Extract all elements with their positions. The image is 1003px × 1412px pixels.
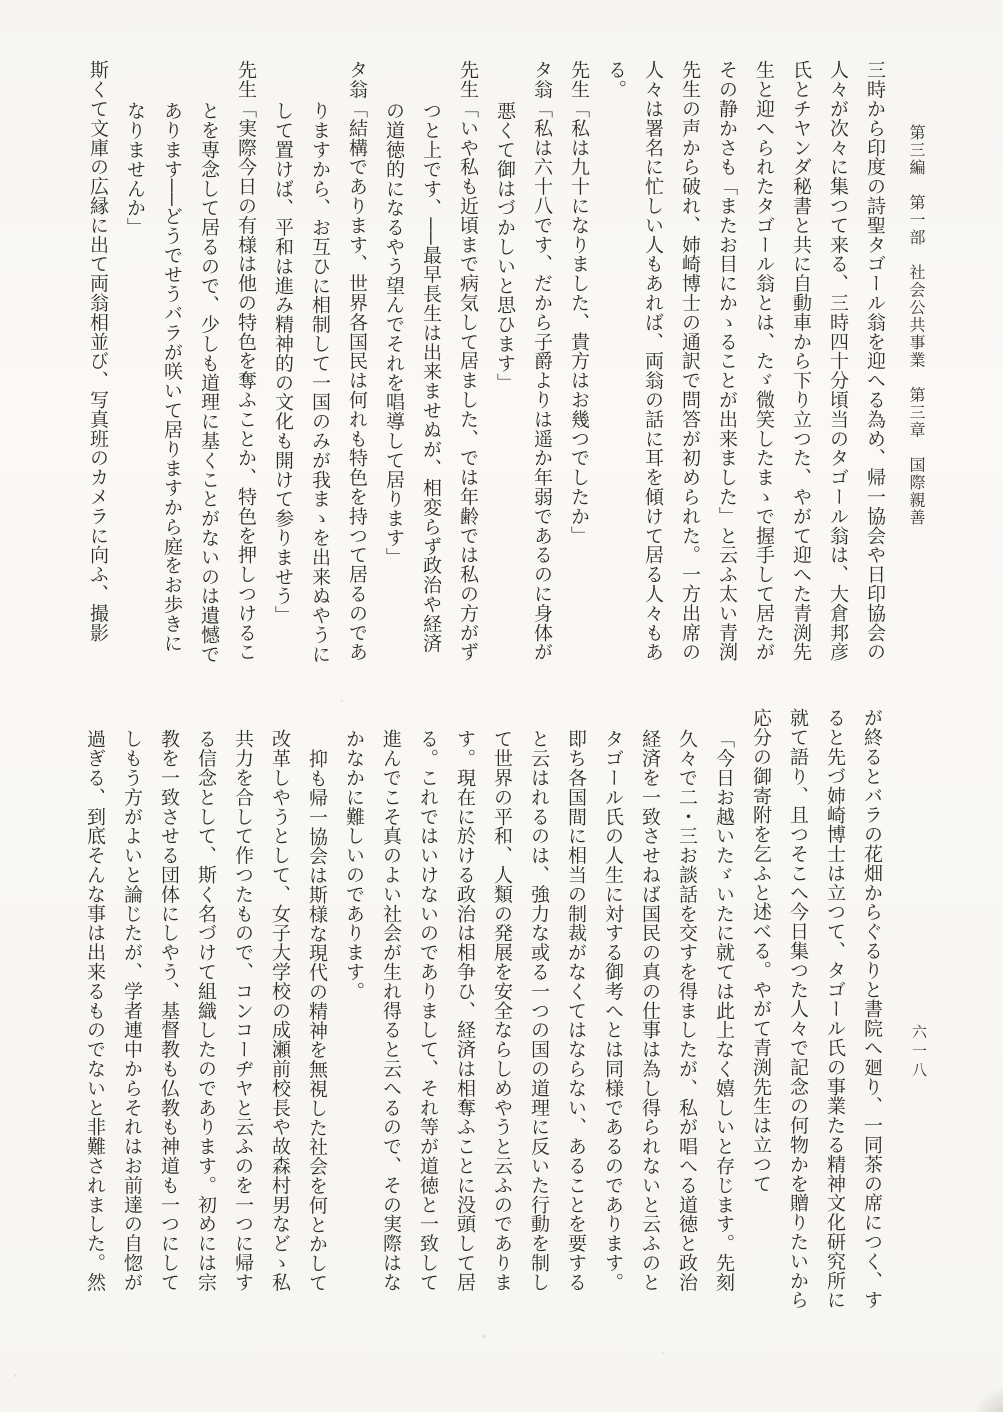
text-column: して置けば、平和は進み精神的の文化も開けて参りませう」: [272, 101, 293, 625]
text-column: タ翁「結構であります、世界各国民は何れも特色を持つて居るのであ: [346, 60, 367, 662]
text-column: 共力を合して作つたもので、コンコーヂヤと云ふのを一つに帰す: [232, 729, 253, 1292]
text-column: とを専念して居るので、少しも道理に基くことがないのは遺憾で: [198, 101, 219, 664]
text-column: 過ぎる、到底そんな事は出来るものでないと非難されました。然: [84, 729, 105, 1292]
text-column: 教を一致させる団体にしやう、基督教も仏教も神道も一つにして: [158, 729, 179, 1292]
text-column: タゴール氏の人生に対する御考へとは同様であるのであります。: [602, 729, 623, 1292]
text-column: 応分の御寄附を乞ふと述べる。やがて青渕先生は立つて: [750, 708, 771, 1193]
text-column: ると先づ姉崎博士は立つて、タゴール氏の事業たる精神文化研究所に: [824, 708, 845, 1310]
text-column: つと上です、──最早長生は出来ませぬが、相変らず政治や経済: [420, 101, 441, 653]
text-column: しもう方がよいと論じたが、学者連中からそれはお前達の自惚が: [121, 729, 142, 1292]
text-column: その静かさも「またお目にかゝることが出来ました」と云ふ太い青渕: [716, 60, 737, 662]
text-column: が終るとバラの花畑からぐるりと書院へ廻り、一同茶の席につく、す: [861, 708, 882, 1310]
scan-speck: [14, 1374, 16, 1377]
text-column: 斯くて文庫の広縁に出て両翁相並び、写真班のカメラに向ふ、撮影: [87, 60, 108, 642]
scan-speck: [483, 1335, 486, 1338]
text-column: る信念として、斯く名づけて組織したのであります。初めには宗: [195, 729, 216, 1292]
upper-text-block: [79, 60, 893, 686]
text-column: 人々は署名に忙しい人もあれば、両翁の話に耳を傾けて居る人々もあ: [642, 60, 663, 662]
text-column: 抑も帰一協会は斯様な現代の精神を無視した社会を何とかして: [306, 749, 327, 1293]
scan-speck: [340, 700, 343, 702]
scan-corner-smudge: [967, 1382, 1003, 1412]
text-column: 氏とチヤンダ秘書と共に自動車から下り立つた、やがて迎へた青渕先: [790, 60, 811, 662]
text-column: る。これではいけないのでありまして、それ等が道徳と一致して: [417, 729, 438, 1292]
scan-speck: [662, 1352, 664, 1354]
text-column: 改革しやうとして、女子大学校の成瀬前校長や故森村男などゝ私: [269, 729, 290, 1292]
text-column: 悪くて御はづかしいと思ひます」: [494, 101, 515, 392]
text-column: りますから、お互ひに相制して一国のみが我まゝを出来ぬやうに: [309, 101, 330, 664]
text-column: す。現在に於ける政治は相争ひ、経済は相奪ふことに没頭して居: [454, 729, 475, 1292]
text-column: 即ち各国間に相当の制裁がなくてはならない、あることを要する: [565, 729, 586, 1292]
text-column: る。: [605, 60, 626, 99]
text-column: 「今日お越いたゞいたに就ては此上なく嬉しいと存じます。先刻: [713, 729, 734, 1292]
text-column: かなかに難しいのであります。: [343, 729, 364, 1001]
text-column: 進んでこそ真のよい社会が生れ得ると云へるので、その実際はな: [380, 729, 401, 1292]
text-column: 人々が次々に集つて来る、三時四十分頃当のタゴール翁は、大倉邦彦: [827, 60, 848, 662]
text-column: 先生の声から破れ、姉崎博士の通訳で問答が初められた。一方出席の: [679, 60, 700, 662]
text-column: 経済を一致させねば国民の真の仕事は為し得られないと云ふのと: [639, 729, 660, 1292]
lower-text-block: [76, 708, 890, 1340]
text-column: 生と迎へられたタゴール翁とは、たゞ微笑したまゝで握手して居たが: [753, 60, 774, 662]
page-number: 六一八: [910, 1024, 926, 1081]
text-column: の道徳的になるやう望んでそれを唱導して居ります」: [383, 101, 404, 567]
text-column: て世界の平和、人類の発展を安全ならしめやうと云ふのでありま: [491, 729, 512, 1292]
text-column: 就て語り、且つそこへ今日集つた人々で記念の何物かを贈りたいから: [787, 708, 808, 1310]
text-column: あります──どうでせうバラが咲いて居りますから庭をお歩きに: [161, 101, 182, 653]
text-column: と云はれるのは、強力な或る一つの国の道理に反いた行動を制し: [528, 729, 549, 1292]
text-column: タ翁「私は六十八です、だから子爵よりは遥か年弱であるのに身体が: [531, 60, 552, 662]
text-column: 先生「いや私も近頃まで病気して居ました、では年齢では私の方がず: [457, 60, 478, 662]
text-column: 先生「実際今日の有様は他の特色を奪ふことか、特色を押しつけるこ: [235, 60, 256, 662]
text-column: 久々で二・三お談話を交すを得ましたが、私が唱へる道徳と政治: [676, 729, 697, 1292]
running-header: 第三編 第一部 社会公共事業 第三章 国際親善: [907, 124, 924, 527]
text-column: 三時から印度の詩聖タゴール翁を迎へる為め、帰一協会や日印協会の: [864, 60, 885, 662]
text-column: なりませんか」: [124, 101, 145, 237]
text-column: 先生「私は九十になりました、貴方はお幾つでしたか」: [568, 60, 589, 545]
